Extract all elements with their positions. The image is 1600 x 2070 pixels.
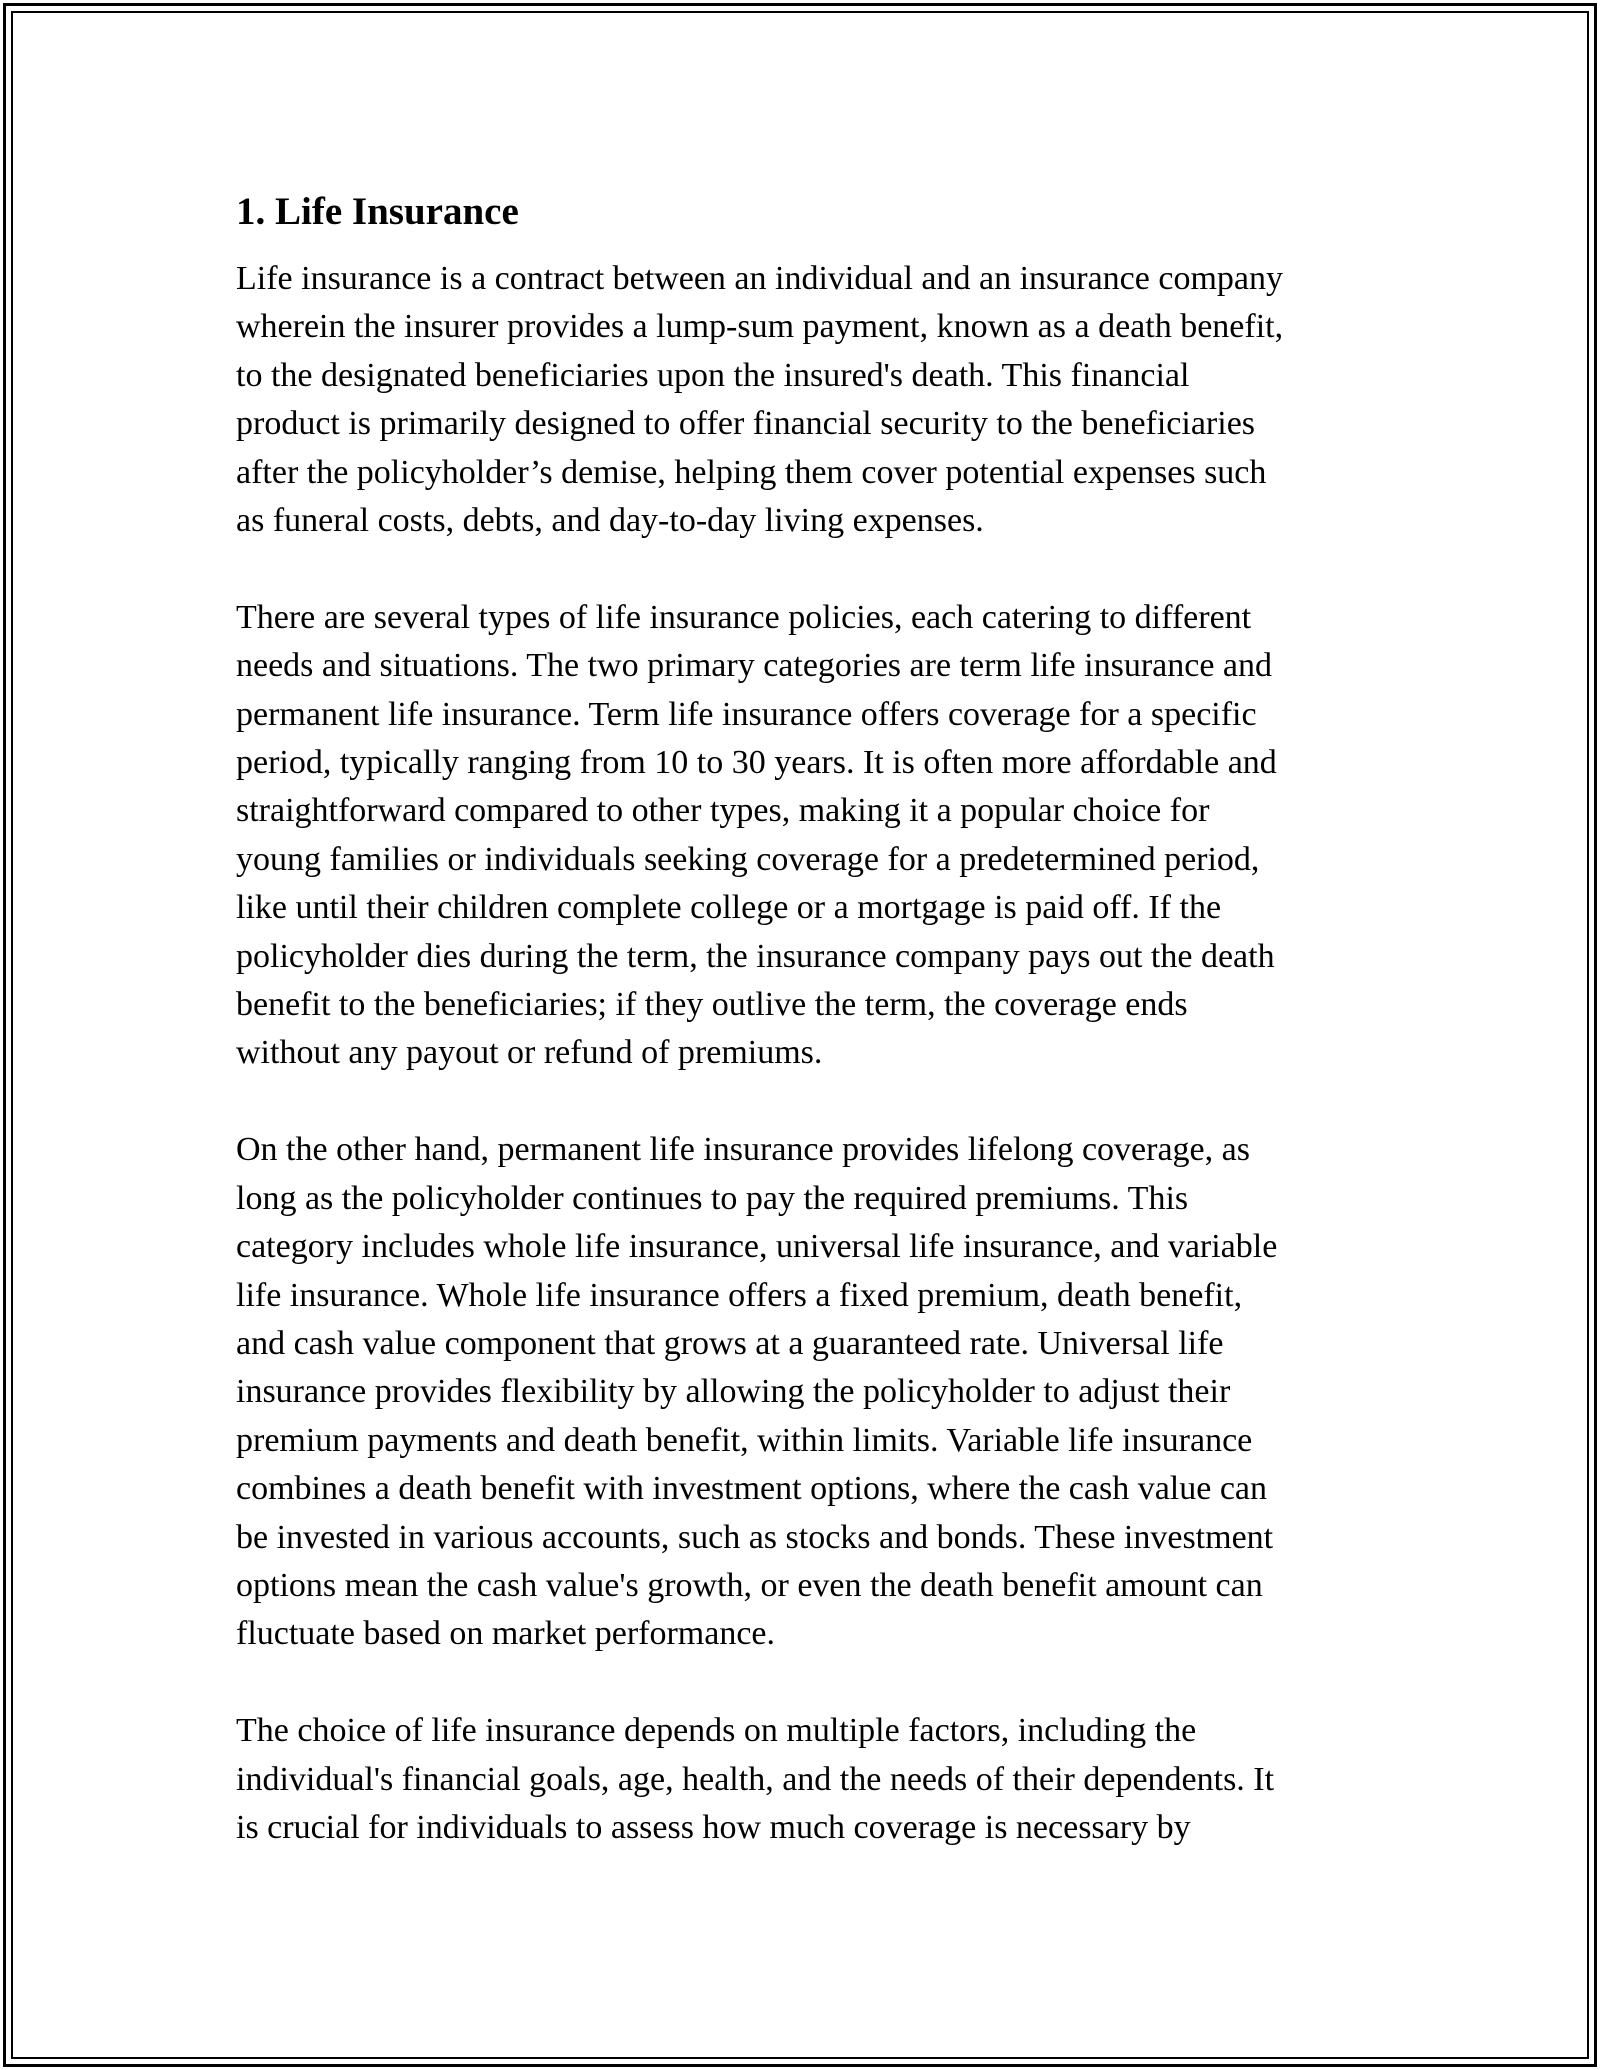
text-line: be invested in various accounts, such as stocks and bonds. These investment <box>236 1518 1274 1556</box>
document-body <box>236 186 1376 1901</box>
text-line: like until their children complete college or a mortgage is paid off. If the <box>236 889 1222 927</box>
text-line: Life insurance is a contract between an individual and an insurance company <box>236 260 1283 297</box>
text-line: category includes whole life insurance, universal life insurance, and variable <box>236 1228 1278 1266</box>
text-line: On the other hand, permanent life insurance provides lifelong coverage, as <box>236 1131 1250 1169</box>
text-line: insurance provides flexibility by allowing the policyholder to adjust their <box>236 1373 1231 1411</box>
text-line: long as the policyholder continues to pay the required premiums. This <box>236 1179 1189 1217</box>
text-line: without any payout or refund of premiums. <box>236 1034 823 1072</box>
text-line: life insurance. Whole life insurance offers a fixed premium, death benefit, <box>236 1276 1243 1314</box>
text-line: period, typically ranging from 10 to 30 years. It is often more affordable and <box>236 744 1277 782</box>
text-line: after the policyholder’s demise, helping them cover potential expenses such <box>236 453 1267 491</box>
text-line: combines a death benefit with investment options, where the cash value can <box>236 1470 1268 1508</box>
paragraph-choice <box>236 1707 1376 1852</box>
text-line: as funeral costs, debts, and day-to-day living expenses. <box>236 502 984 540</box>
paragraph-definition <box>236 255 1376 545</box>
text-line: is crucial for individuals to assess how much coverage is necessary by <box>236 1808 1191 1846</box>
text-line: individual's financial goals, age, health, and the needs of their dependents. It <box>236 1760 1275 1798</box>
text-line: straightforward compared to other types, making it a popular choice for <box>236 792 1210 830</box>
text-line: premium payments and death benefit, within limits. Variable life insurance <box>236 1421 1253 1459</box>
text-line: benefit to the beneficiaries; if they outlive the term, the coverage ends <box>236 986 1188 1024</box>
text-line: young families or individuals seeking coverage for a predetermined period, <box>236 840 1260 878</box>
text-line: policyholder dies during the term, the insurance company pays out the death <box>236 937 1275 975</box>
paragraph-permanent <box>236 1126 1376 1658</box>
text-line: to the designated beneficiaries upon the insured's death. This financial <box>236 356 1190 394</box>
text-line: wherein the insurer provides a lump-sum payment, known as a death benefit, <box>236 308 1284 346</box>
text-line: There are several types of life insurance policies, each catering to different <box>236 598 1252 636</box>
section-title: 1. Life Insurance <box>236 190 519 233</box>
text-line: fluctuate based on market performance. <box>236 1615 776 1653</box>
text-line: and cash value component that grows at a guaranteed rate. Universal life <box>236 1324 1224 1362</box>
text-line: permanent life insurance. Term life insurance offers coverage for a specific <box>236 695 1257 733</box>
text-line: product is primarily designed to offer financial security to the beneficiaries <box>236 405 1256 443</box>
paragraph-types <box>236 594 1376 1078</box>
text-line: needs and situations. The two primary categories are term life insurance and <box>236 647 1273 685</box>
text-line: The choice of life insurance depends on multiple factors, including the <box>236 1712 1197 1750</box>
text-line: options mean the cash value's growth, or even the death benefit amount can <box>236 1566 1263 1604</box>
